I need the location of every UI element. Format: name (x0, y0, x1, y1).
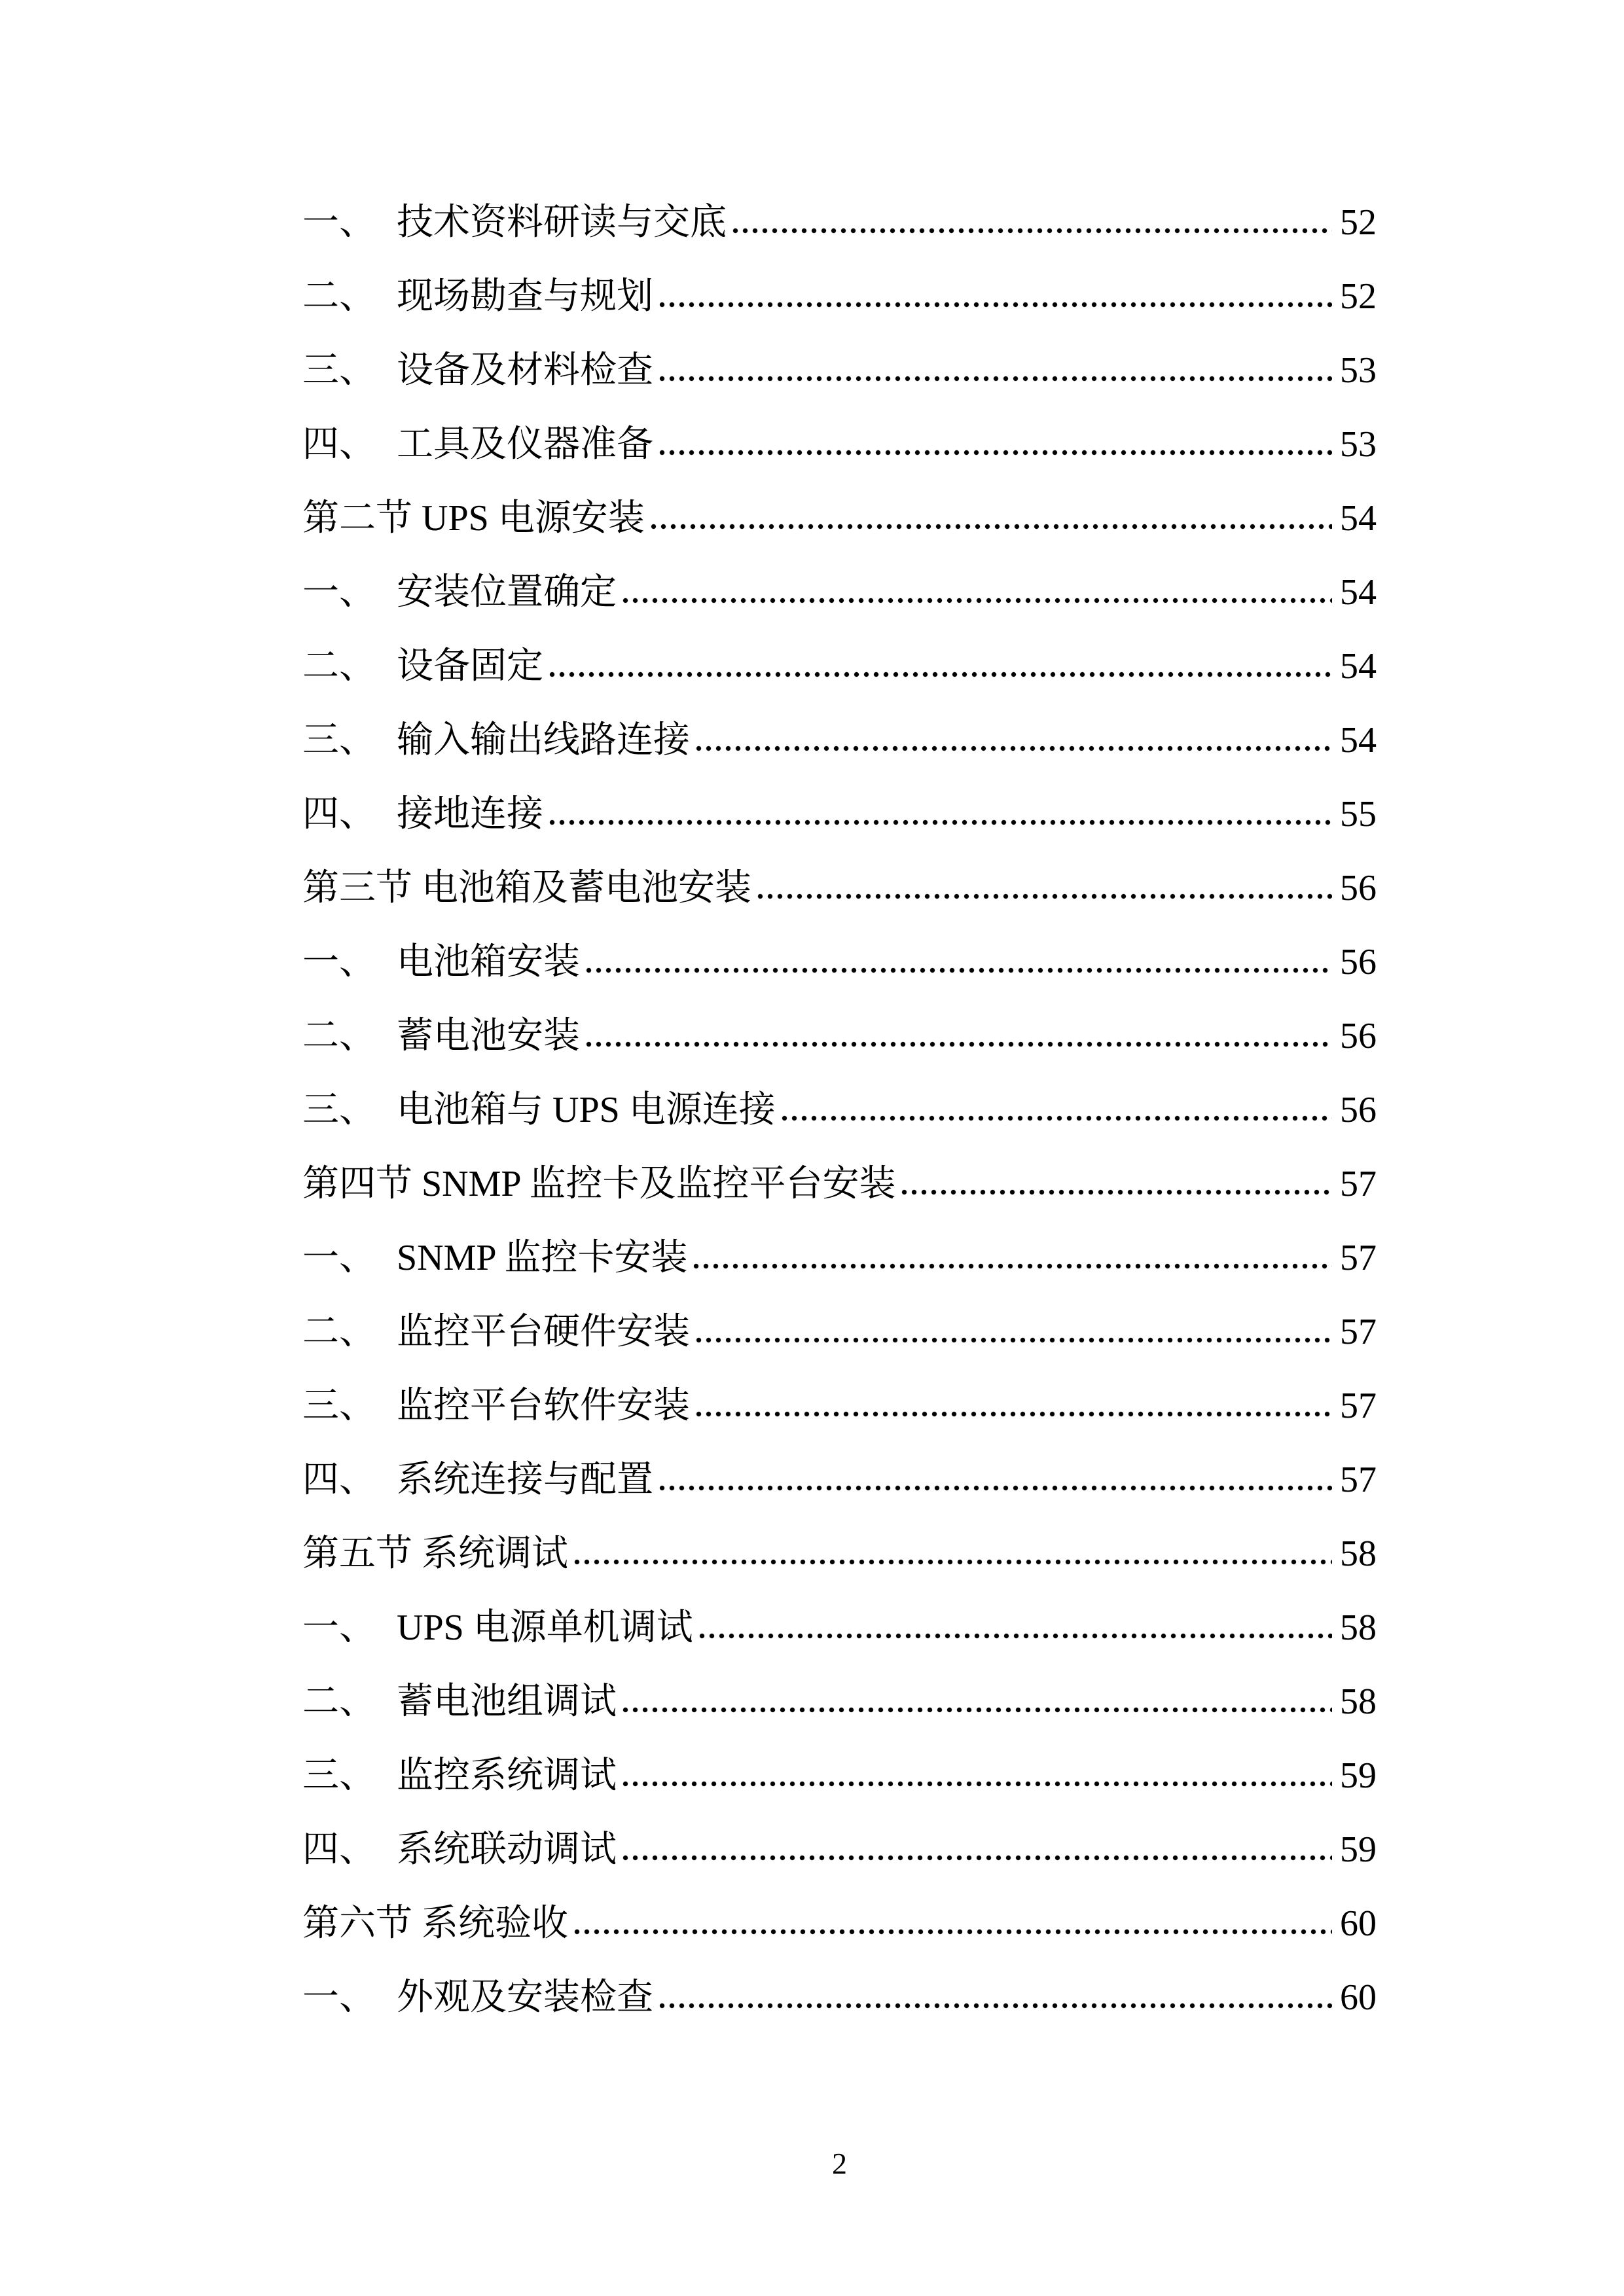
toc-entry-page-number: 57 (1340, 1312, 1377, 1352)
toc-entry-page-number: 52 (1340, 202, 1377, 243)
toc-entry-number: 一、 (302, 202, 376, 243)
toc-dot-leader (572, 1887, 1332, 1961)
toc-dot-leader (694, 1369, 1332, 1443)
toc-dot-leader (572, 1517, 1332, 1591)
toc-entry[interactable] (0, 1295, 1624, 1369)
toc-entry[interactable] (0, 260, 1624, 334)
toc-dot-leader (657, 260, 1332, 334)
toc-entry[interactable] (0, 852, 1624, 925)
toc-entry[interactable] (0, 630, 1624, 704)
toc-dot-leader (657, 408, 1332, 482)
toc-entry[interactable] (0, 334, 1624, 408)
toc-entry-title: 现场勘查与规划 (397, 276, 653, 317)
toc-entry-number: 二、 (302, 646, 376, 687)
toc-entry-title: 系统联动调试 (397, 1829, 617, 1870)
toc-entry-title: 设备固定 (397, 646, 543, 687)
toc-entry-title: 蓄电池组调试 (397, 1681, 617, 1722)
toc-dot-leader (649, 482, 1332, 556)
toc-entry-page-number: 54 (1340, 572, 1377, 613)
toc-dot-leader (584, 925, 1332, 999)
toc-entry-page-number: 55 (1340, 794, 1377, 834)
table-of-contents (0, 186, 1624, 2035)
toc-entry-title: 技术资料研读与交底 (397, 202, 727, 243)
toc-dot-leader (694, 1295, 1332, 1369)
toc-entry-title: 第四节 SNMP 监控卡及监控平台安装 (302, 1164, 896, 1204)
toc-dot-leader (621, 1739, 1332, 1813)
toc-entry[interactable] (0, 1517, 1624, 1591)
toc-entry-number: 四、 (302, 424, 376, 465)
toc-entry-number: 一、 (302, 1607, 376, 1648)
toc-entry-number: 四、 (302, 794, 376, 834)
toc-entry-title: 安装位置确定 (397, 572, 617, 613)
toc-entry-title: 第二节 UPS 电源安装 (302, 498, 645, 539)
toc-entry-page-number: 53 (1340, 350, 1377, 391)
toc-entry-title: 输入输出线路连接 (397, 720, 690, 761)
toc-entry-title: 第三节 电池箱及蓄电池安装 (302, 868, 751, 908)
toc-dot-leader (755, 852, 1332, 925)
toc-dot-leader (584, 999, 1332, 1073)
toc-entry-title: 系统连接与配置 (397, 1460, 653, 1500)
toc-entry-title: 监控平台软件安装 (397, 1386, 690, 1426)
toc-entry[interactable] (0, 999, 1624, 1073)
toc-entry[interactable] (0, 1073, 1624, 1147)
toc-entry-page-number: 56 (1340, 1090, 1377, 1130)
toc-entry-title: UPS 电源单机调试 (397, 1607, 693, 1648)
toc-entry-number: 三、 (302, 1755, 376, 1796)
toc-entry-page-number: 54 (1340, 720, 1377, 761)
toc-entry-number: 一、 (302, 1238, 376, 1278)
toc-entry-page-number: 58 (1340, 1607, 1377, 1648)
toc-dot-leader (731, 186, 1332, 260)
toc-entry-page-number: 54 (1340, 646, 1377, 687)
toc-dot-leader (657, 1961, 1332, 2035)
toc-dot-leader (621, 1813, 1332, 1887)
toc-entry-page-number: 59 (1340, 1755, 1377, 1796)
toc-entry-title: 电池箱与 UPS 电源连接 (397, 1090, 776, 1130)
toc-entry-number: 三、 (302, 1386, 376, 1426)
toc-entry-title: 工具及仪器准备 (397, 424, 653, 465)
toc-entry[interactable] (0, 186, 1624, 260)
toc-entry-number: 二、 (302, 276, 376, 317)
toc-entry[interactable] (0, 1887, 1624, 1961)
toc-entry-page-number: 56 (1340, 1016, 1377, 1056)
toc-entry[interactable] (0, 1813, 1624, 1887)
toc-entry-page-number: 60 (1340, 1977, 1377, 2018)
toc-entry[interactable] (0, 704, 1624, 778)
toc-dot-leader (547, 778, 1332, 852)
toc-entry-title: 接地连接 (397, 794, 543, 834)
toc-entry[interactable] (0, 482, 1624, 556)
toc-entry-title: 蓄电池安装 (397, 1016, 580, 1056)
toc-entry-number: 二、 (302, 1312, 376, 1352)
toc-entry[interactable] (0, 1665, 1624, 1739)
toc-entry[interactable] (0, 1739, 1624, 1813)
toc-dot-leader (657, 1443, 1332, 1517)
toc-dot-leader (694, 704, 1332, 778)
toc-dot-leader (899, 1147, 1332, 1221)
toc-entry-title: 监控系统调试 (397, 1755, 617, 1796)
toc-entry-number: 一、 (302, 1977, 376, 2018)
toc-entry-number: 三、 (302, 720, 376, 761)
toc-entry-number: 四、 (302, 1460, 376, 1500)
toc-entry[interactable] (0, 1591, 1624, 1665)
toc-entry-page-number: 54 (1340, 498, 1377, 539)
toc-entry-page-number: 58 (1340, 1681, 1377, 1722)
toc-dot-leader (621, 556, 1332, 630)
toc-dot-leader (657, 334, 1332, 408)
toc-entry-number: 三、 (302, 350, 376, 391)
toc-entry-page-number: 52 (1340, 276, 1377, 317)
toc-entry-page-number: 59 (1340, 1829, 1377, 1870)
toc-entry-number: 二、 (302, 1681, 376, 1722)
toc-entry-page-number: 60 (1340, 1903, 1377, 1944)
toc-entry[interactable] (0, 1221, 1624, 1295)
toc-entry-number: 三、 (302, 1090, 376, 1130)
footer-page-number: 2 (832, 2147, 847, 2180)
toc-entry[interactable] (0, 408, 1624, 482)
toc-dot-leader (691, 1221, 1332, 1295)
toc-entry-number: 一、 (302, 942, 376, 982)
toc-entry-page-number: 53 (1340, 424, 1377, 465)
toc-entry-title: 电池箱安装 (397, 942, 580, 982)
toc-entry-page-number: 57 (1340, 1386, 1377, 1426)
toc-entry-title: 第六节 系统验收 (302, 1903, 568, 1944)
toc-entry[interactable] (0, 778, 1624, 852)
toc-entry-page-number: 56 (1340, 868, 1377, 908)
toc-entry-title: 监控平台硬件安装 (397, 1312, 690, 1352)
toc-entry[interactable] (0, 1369, 1624, 1443)
toc-entry-page-number: 57 (1340, 1460, 1377, 1500)
toc-entry-number: 四、 (302, 1829, 376, 1870)
toc-entry-page-number: 56 (1340, 942, 1377, 982)
toc-dot-leader (697, 1591, 1332, 1665)
toc-entry-number: 一、 (302, 572, 376, 613)
toc-dot-leader (547, 630, 1332, 704)
toc-entry[interactable] (0, 1961, 1624, 2035)
toc-entry-title: 第五节 系统调试 (302, 1534, 568, 1574)
toc-dot-leader (621, 1665, 1332, 1739)
toc-entry-page-number: 57 (1340, 1238, 1377, 1278)
toc-entry[interactable] (0, 1443, 1624, 1517)
toc-entry-title: 外观及安装检查 (397, 1977, 653, 2018)
toc-entry-page-number: 58 (1340, 1534, 1377, 1574)
toc-entry[interactable] (0, 1147, 1624, 1221)
toc-entry-title: SNMP 监控卡安装 (397, 1238, 688, 1278)
toc-entry[interactable] (0, 925, 1624, 999)
toc-entry[interactable] (0, 556, 1624, 630)
toc-entry-page-number: 57 (1340, 1164, 1377, 1204)
toc-entry-number: 二、 (302, 1016, 376, 1056)
toc-entry-title: 设备及材料检查 (397, 350, 653, 391)
toc-dot-leader (780, 1073, 1332, 1147)
